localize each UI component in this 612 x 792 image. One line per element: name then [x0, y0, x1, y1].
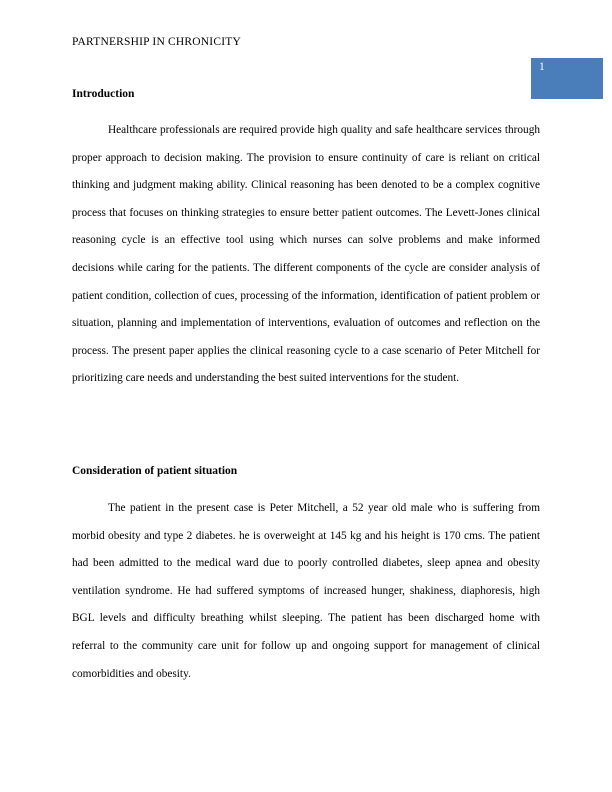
page-number: 1 — [539, 61, 545, 73]
patient-situation-paragraph: The patient in the present case is Peter Mitchell, a 52 year old male who is suffering from morbid obesity and type 2 diabetes. he is overweight at 145 kg and his height is 170 cms. The patient had been admitted to the medical ward due to poorly controlled diabetes, sleep apnea and obesity ventilation syndrome. He had suffered symptoms of increased hunger, shakiness, diaphoresis, high BGL levels and difficulty breathing whilst sleeping. The patient has been discharged home with referral to the community care unit for follow up and ongoing support for management of clinical comorbidities and obesity. — [72, 502, 540, 680]
running-header-title: PARTNERSHIP IN CHRONICITY — [72, 36, 241, 48]
introduction-paragraph: Healthcare professionals are required provide high quality and safe healthcare services through proper approach to decision making. The provision to ensure continuity of care is reliant on critical thinking and judgment making ability. Clinical reasoning has been denoted to be a complex cognitive process that focuses on thinking strategies to ensure better patient outcomes. The Levett-Jones clinical reasoning cycle is an effective tool using which nurses can solve problems and make informed decisions while caring for the patients. The different components of the cycle are consider analysis of patient condition, collection of cues, processing of the information, identification of patient problem or situation, planning and implementation of interventions, evaluation of outcomes and reflection on the process. The present paper applies the clinical reasoning cycle to a case scenario of Peter Mitchell for prioritizing care needs and understanding the best suited interventions for the student. — [72, 124, 540, 385]
page-number-box — [531, 58, 603, 99]
section-heading-patient-situation: Consideration of patient situation — [72, 465, 238, 477]
section-heading-introduction: Introduction — [72, 88, 135, 100]
